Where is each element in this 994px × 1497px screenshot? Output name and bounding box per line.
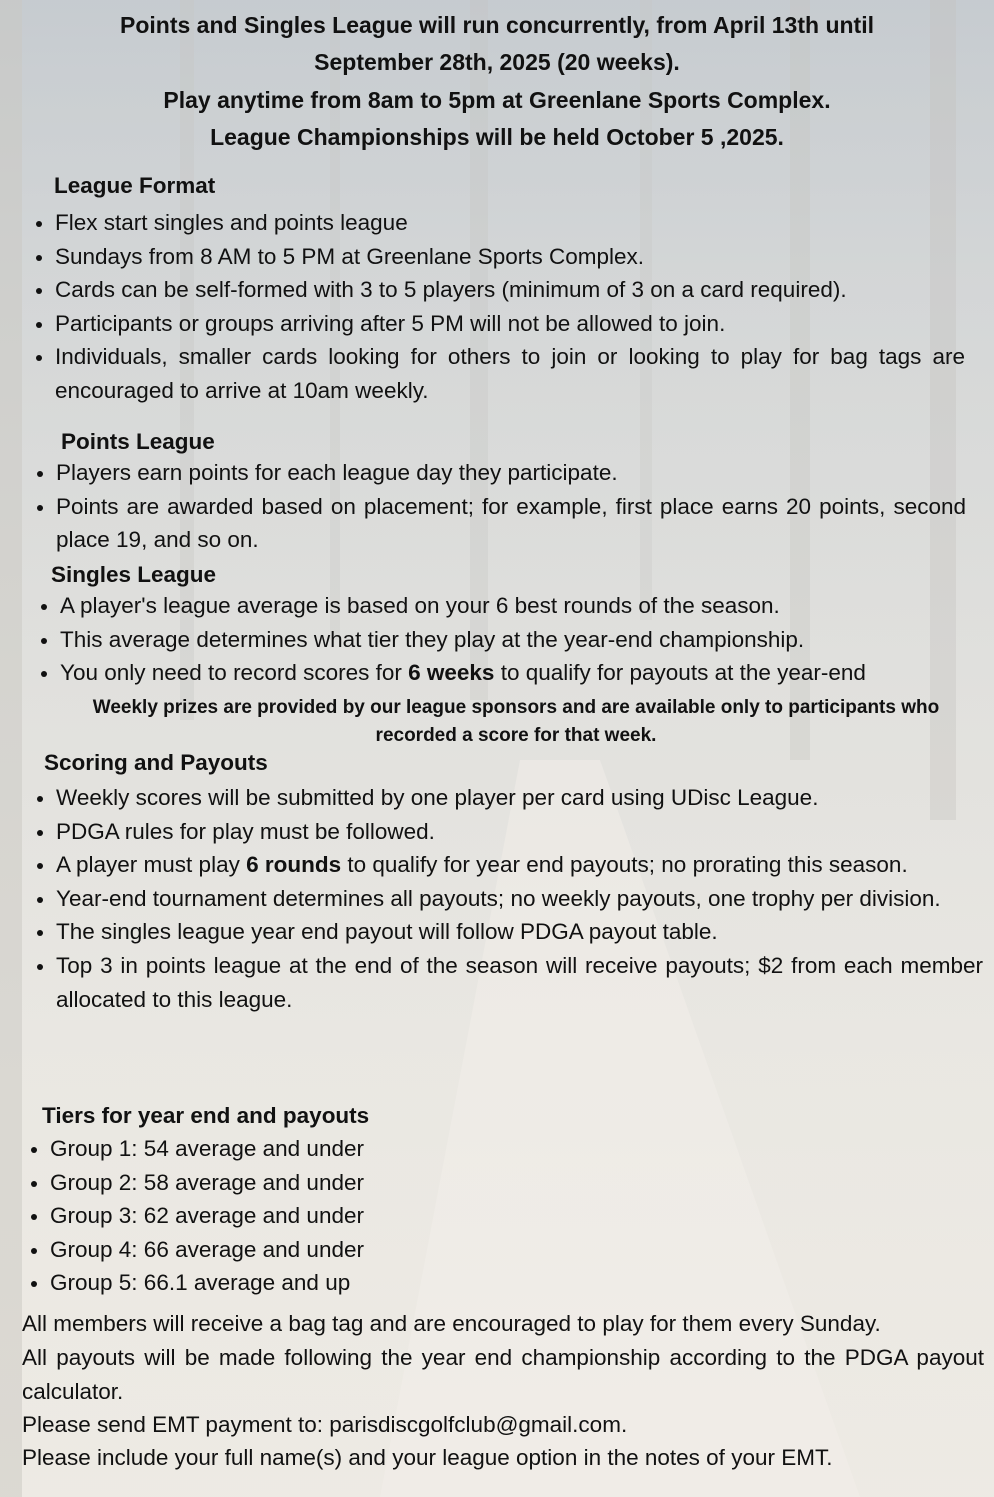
bullet-icon (41, 671, 47, 677)
bullet-icon (37, 930, 43, 936)
six-weeks-emphasis: 6 weeks (408, 660, 495, 686)
weekly-prizes-notice: Weekly prizes are provided by our league sponsors and are available only to participants who recorded a score for that week. (92, 697, 940, 746)
bullet-icon (37, 796, 43, 802)
bullet-icon (31, 1181, 37, 1187)
list-item: You only need to record scores for 6 weeks to qualify for payouts at the year-end (60, 656, 970, 690)
list-item: Sundays from 8 AM to 5 PM at Greenlane Sports Complex. (55, 240, 965, 274)
bullet-icon (37, 471, 43, 477)
bullet-icon (31, 1147, 37, 1153)
header-line-2: September 28th, 2025 (20 weeks). (314, 49, 680, 75)
bullet-icon (37, 897, 43, 903)
bullet-icon (31, 1248, 37, 1254)
points-league-title: Points League (61, 429, 215, 454)
bullet-icon (31, 1281, 37, 1287)
bullet-icon (36, 221, 42, 227)
list-item: Points are awarded based on placement; for example, first place earns 20 points, second place 19, and so on. (56, 490, 966, 557)
list-item: Players earn points for each league day they participate. (56, 456, 966, 490)
list-item: Group 2: 58 average and under (50, 1166, 650, 1200)
bullet-icon (41, 638, 47, 644)
header-line-1: Points and Singles League will run concurrently, from April 13th until (120, 12, 874, 38)
bullet-icon (41, 604, 47, 610)
tiers-title: Tiers for year end and payouts (42, 1103, 370, 1128)
bullet-icon (36, 355, 42, 361)
list-item: Group 3: 62 average and under (50, 1199, 650, 1233)
bullet-icon (36, 288, 42, 294)
singles-league-title: Singles League (51, 562, 217, 587)
list-item: Top 3 in points league at the end of the season will receive payouts; $2 from each member allocated to this league. (56, 949, 983, 1016)
header-line-3: Play anytime from 8am to 5pm at Greenlane Sports Complex. (163, 87, 831, 113)
list-item: Cards can be self-formed with 3 to 5 players (minimum of 3 on a card required). (55, 273, 965, 307)
points-league-list (56, 456, 966, 557)
list-item: This average determines what tier they play at the year-end championship. (60, 623, 970, 657)
list-item: Participants or groups arriving after 5 PM will not be allowed to join. (55, 307, 965, 341)
list-item: Group 5: 66.1 average and up (50, 1266, 650, 1300)
bullet-icon (36, 322, 42, 328)
footer-bag-tag-line: All members will receive a bag tag and are encouraged to play for them every Sunday. (22, 1311, 881, 1336)
singles-league-list (60, 589, 970, 690)
bullet-icon (36, 255, 42, 261)
bullet-icon (37, 830, 43, 836)
list-item: A player must play 6 rounds to qualify for year end payouts; no prorating this season. (56, 848, 983, 882)
footer-payouts-line: All payouts will be made following the year end championship according to the PDGA payout calculator. (22, 1345, 984, 1404)
scoring-payouts-title: Scoring and Payouts (44, 750, 268, 775)
league-format-list (55, 206, 965, 408)
list-item: Weekly scores will be submitted by one player per card using UDisc League. (56, 781, 983, 815)
list-item: Individuals, smaller cards looking for others to join or looking to play for bag tags are encouraged to arrive at 10am weekly. (55, 340, 965, 407)
list-item: PDGA rules for play must be followed. (56, 815, 983, 849)
header-line-4: League Championships will be held October 5 ,2025. (210, 124, 784, 150)
list-item: Group 4: 66 average and under (50, 1233, 650, 1267)
list-item: Flex start singles and points league (55, 206, 965, 240)
bullet-icon (31, 1214, 37, 1220)
bullet-icon (37, 964, 43, 970)
tiers-list (50, 1132, 650, 1300)
bullet-icon (37, 863, 43, 869)
scoring-payouts-list (56, 781, 983, 1016)
six-rounds-emphasis: 6 rounds (246, 852, 342, 878)
league-format-title: League Format (54, 173, 216, 198)
list-item: A player's league average is based on your 6 best rounds of the season. (60, 589, 970, 623)
list-item: The singles league year end payout will follow PDGA payout table. (56, 915, 983, 949)
footer-emt-notes-line: Please include your full name(s) and your league option in the notes of your EMT. (22, 1445, 833, 1470)
list-item: Group 1: 54 average and under (50, 1132, 650, 1166)
footer-emt-email-line: Please send EMT payment to: parisdiscgolfclub@gmail.com. (22, 1412, 628, 1437)
bullet-icon (37, 505, 43, 511)
list-item: Year-end tournament determines all payouts; no weekly payouts, one trophy per division. (56, 882, 983, 916)
